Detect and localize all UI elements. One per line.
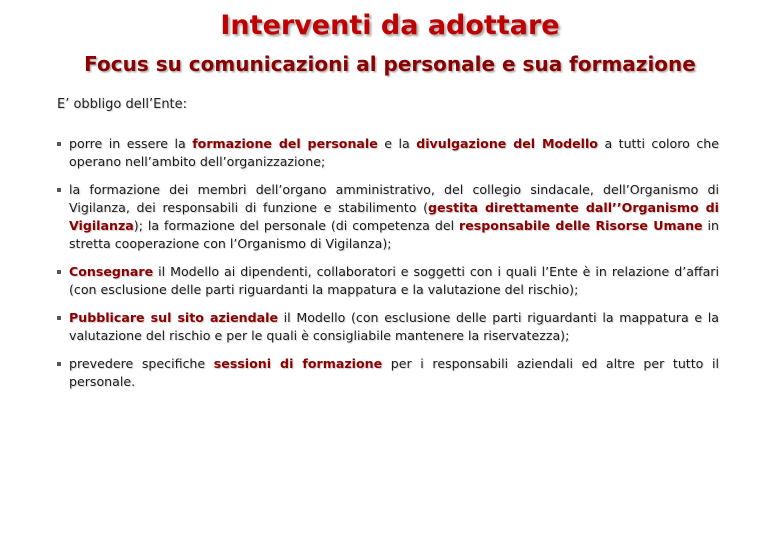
highlight-text: divulgazione del Modello [416, 136, 598, 151]
list-item [57, 181, 719, 253]
page-subtitle: Focus su comunicazioni al personale e sua formazione [84, 52, 696, 76]
item-text: a tutti coloro che operano nell’ambito dell’organizzazione; [69, 136, 719, 169]
item-text: il Modello ai dipendenti, collaboratori e soggetti con i quali l’Ente è in relazione d’affari (con esclusione delle parti riguardanti la mappatura e la valutazione del rischio); [69, 264, 719, 297]
highlight-text: Consegnare [69, 264, 154, 279]
obligations-list [57, 135, 719, 401]
item-text: ); la formazione del personale (di competenza del [133, 218, 460, 233]
highlight-text: responsabile delle Risorse Umane [459, 218, 703, 233]
item-text: e la [377, 136, 417, 151]
highlight-text: gestita direttamente dall’’Organismo di Vigilanza [69, 200, 719, 233]
list-item [57, 135, 719, 171]
highlight-text: Pubblicare sul sito aziendale [69, 310, 278, 325]
item-text: prevedere specifiche [69, 356, 214, 371]
highlight-text: formazione del personale [192, 136, 378, 151]
bullet-marker [57, 188, 61, 192]
list-item [57, 263, 719, 299]
highlight-text: sessioni di formazione [213, 356, 383, 371]
item-text: la formazione dei membri dell’organo amministrativo, del collegio sindacale, dell’Organismo di Vigilanza, dei responsabili di funzione e stabilimento ( [69, 182, 719, 215]
list-item [57, 309, 719, 345]
item-text: porre in essere la [69, 136, 193, 151]
intro-text: E’ obbligo dell’Ente: [57, 97, 188, 112]
item-text: per i responsabili aziendali ed altre per tutto il personale. [69, 356, 719, 389]
item-text: in stretta cooperazione con l’Organismo di Vigilanza); [69, 218, 720, 251]
bullet-marker [57, 142, 61, 146]
bullet-marker [57, 316, 61, 320]
page-title: Interventi da adottare [220, 10, 560, 41]
bullet-marker [57, 362, 61, 366]
list-item [57, 355, 719, 391]
bullet-marker [57, 270, 61, 274]
item-text: il Modello (con esclusione delle parti riguardanti la mappatura e la valutazione del rischio e per le quali è consigliabile mantenere la riservatezza); [69, 310, 719, 343]
